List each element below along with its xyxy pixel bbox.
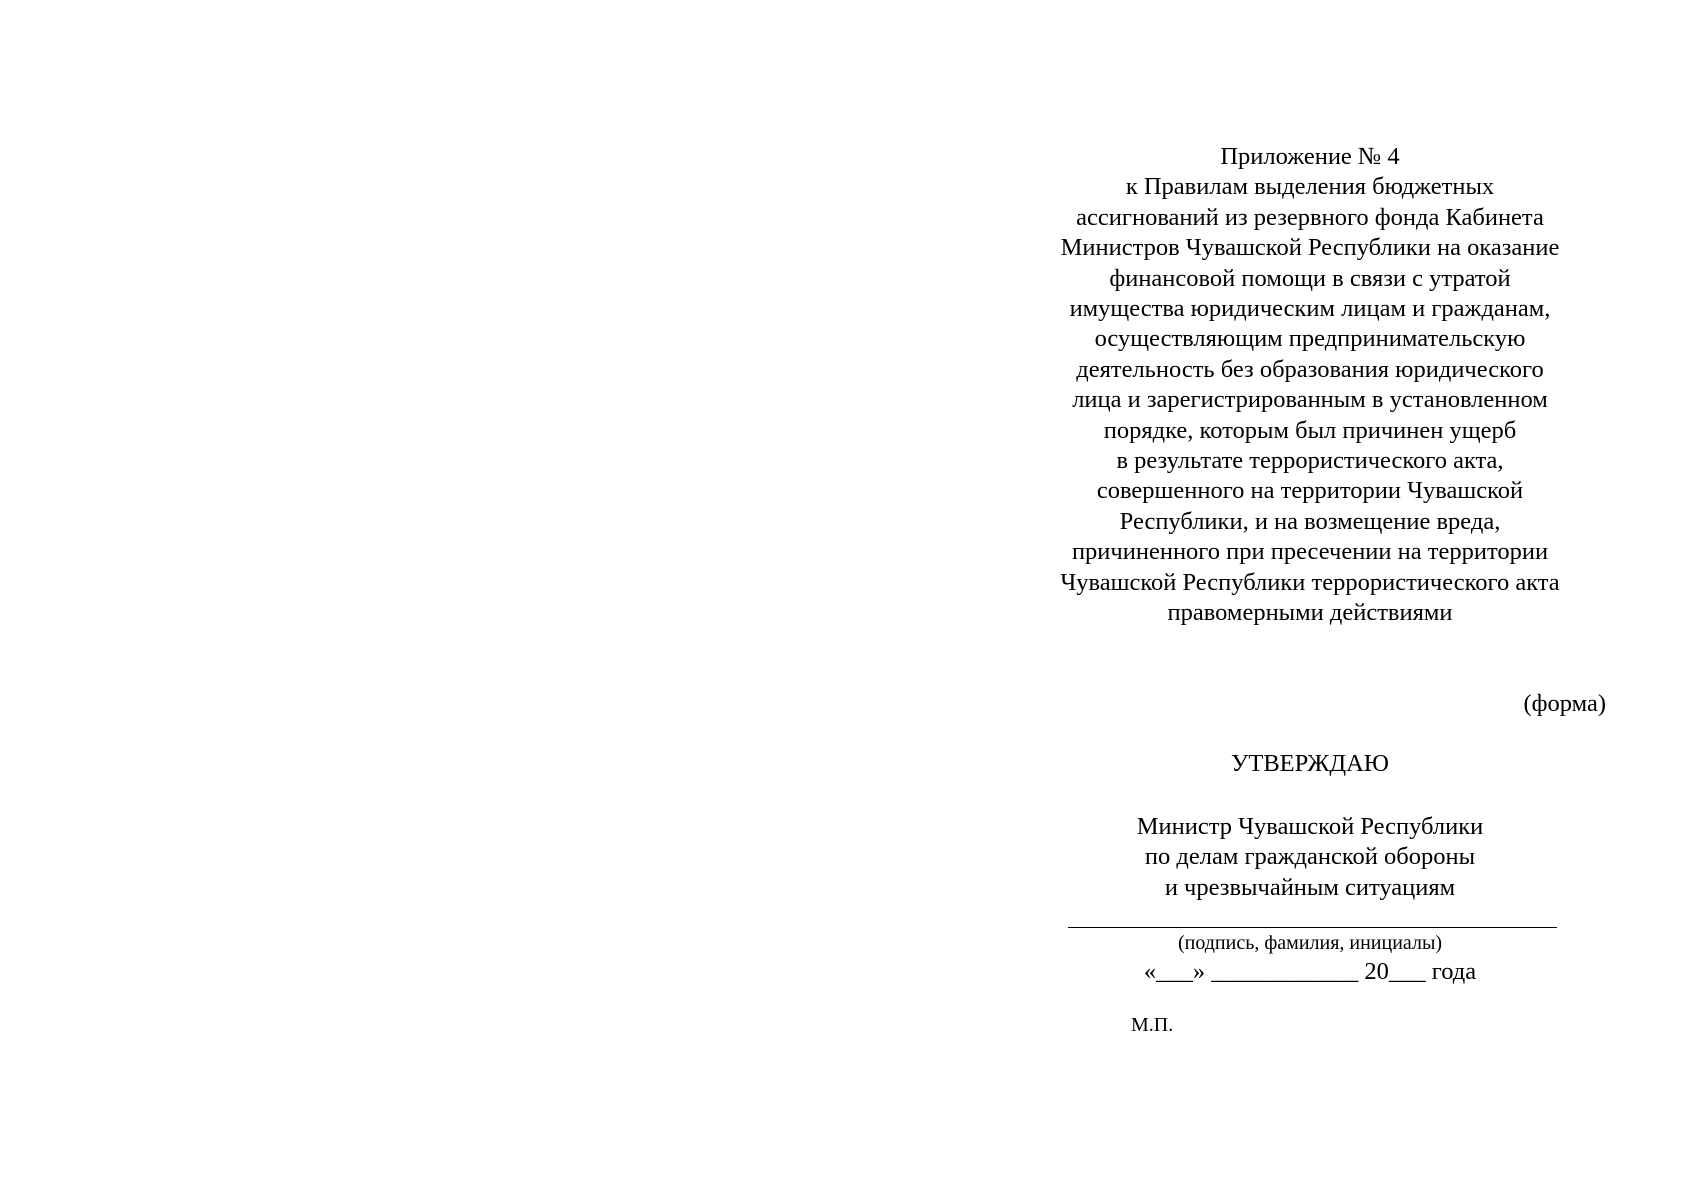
appendix-line: причиненного при пресечении на территории [1071, 538, 1549, 566]
form-label: (форма) [1523, 690, 1606, 717]
approver-position-line: и чрезвычайным ситуациям [1164, 873, 1456, 901]
appendix-line: имущества юридическим лицам и гражданам, [1069, 295, 1551, 323]
appendix-line: ассигнований из резервного фонда Кабинета [1076, 203, 1544, 231]
seal-label: М.П. [1131, 1014, 1174, 1036]
appendix-line: лица и зарегистрированным в установленном [1072, 386, 1548, 414]
signature-caption: (подпись, фамилия, инициалы) [1177, 932, 1443, 954]
approver-position [1010, 812, 1610, 903]
appendix-line: Республики, и на возмещение вреда, [1119, 507, 1501, 535]
appendix-line: осуществляющим предпринимательскую [1094, 325, 1526, 353]
appendix-line: Министров Чувашской Республики на оказание [1060, 234, 1560, 262]
appendix-header [1010, 142, 1610, 629]
appendix-line: финансовой помощи в связи с утратой [1109, 264, 1511, 292]
approval-heading: УТВЕРЖДАЮ [1231, 750, 1389, 777]
approval-date-line: «___» ____________ 20___ года [1143, 958, 1477, 985]
appendix-line: к Правилам выделения бюджетных [1125, 173, 1495, 201]
appendix-line: деятельность без образования юридического [1076, 355, 1544, 383]
signature-line [1068, 927, 1557, 928]
appendix-line: порядке, которым был причинен ущерб [1103, 416, 1517, 444]
appendix-line: в результате террористического акта, [1116, 447, 1504, 475]
appendix-line: совершенного на территории Чувашской [1096, 477, 1524, 505]
appendix-line: Приложение № 4 [1220, 143, 1400, 170]
approver-position-line: по делам гражданской обороны [1144, 843, 1476, 871]
appendix-line: Чувашской Республики террористического акта [1060, 568, 1560, 596]
approver-position-line: Министр Чувашской Республики [1136, 813, 1484, 840]
appendix-line: правомерными действиями [1167, 599, 1453, 627]
